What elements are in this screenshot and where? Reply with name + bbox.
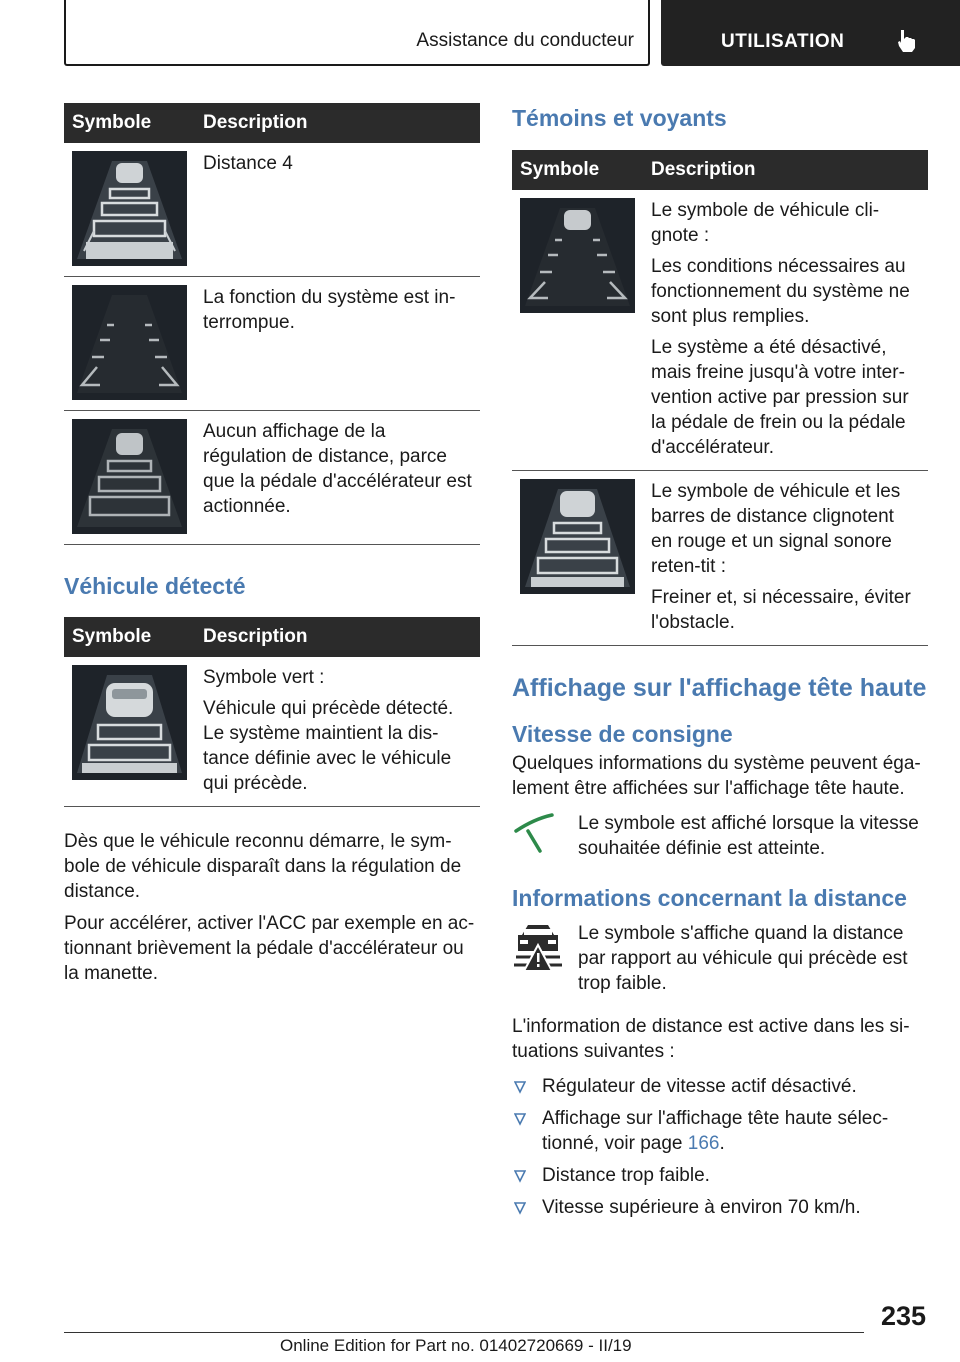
row-description: La fonction du système est in-terrompue. xyxy=(203,287,456,333)
list-item: Vitesse supérieure à environ 70 km/h. xyxy=(512,1195,928,1220)
footer-edition: Online Edition for Part no. 01402720669 - II/19 xyxy=(280,1336,632,1355)
row-description: Les conditions nécessaires au fonctionnement du système ne sont plus remplies. xyxy=(651,256,910,327)
list-item: Affichage sur l'affichage tête haute sélec-tionné, voir page 166. xyxy=(512,1106,928,1156)
vehicle-distance-red-icon xyxy=(520,479,635,594)
table-row xyxy=(64,657,480,807)
row-description: Distance 4 xyxy=(203,153,293,174)
distance-bars-empty-icon xyxy=(72,285,187,400)
paragraph-vehicle-starts: Dès que le véhicule reconnu démarre, le sym-bole de véhicule disparaît dans la régulation de distance. xyxy=(64,831,462,902)
page-number: 235 xyxy=(880,1301,926,1331)
table-header-description: Description xyxy=(195,617,480,657)
row-description: Le symbole de véhicule cli-gnote : xyxy=(651,200,880,246)
header-chapter-title: UTILISATION xyxy=(721,31,845,52)
row-description: Véhicule qui précède détecté. Le système maintient la dis-tance définie avec le véhicule qui précède. xyxy=(203,698,454,794)
triangle-bullet-icon xyxy=(514,1169,526,1183)
table-row xyxy=(64,143,480,277)
vehicle-detected-icon xyxy=(72,665,187,780)
header-section-box xyxy=(64,0,650,66)
subheading-target-speed: Vitesse de consigne xyxy=(512,721,733,747)
row-description: Le système a été désactivé, mais freine jusqu'à votre inter-vention active par pression sur la pédale de frein ou la pédale d'accélérateur. xyxy=(651,337,909,458)
target-speed-row xyxy=(512,811,928,861)
distance-bars-vehicle-grey-icon xyxy=(72,419,187,534)
distance-warning-row xyxy=(512,921,928,996)
header-section-title: Assistance du conducteur xyxy=(416,30,634,51)
paragraph-hud-info: Quelques informations du système peuvent éga-lement être affichées sur l'affichage tête haute. xyxy=(512,753,921,799)
paragraph-accelerate: Pour accélérer, activer l'ACC par exemple en ac-tionnant brièvement la pédale d'accélérateur ou la manette. xyxy=(64,913,475,984)
row-description: Aucun affichage de la régulation de distance, parce que la pédale d'accélérateur est actionnée. xyxy=(203,421,472,517)
triangle-bullet-icon xyxy=(514,1112,526,1126)
table-header-description: Description xyxy=(195,103,480,143)
distance-symbols-table xyxy=(64,103,480,545)
section-heading-vehicle-detected: Véhicule détecté xyxy=(64,573,246,599)
vehicle-flashing-icon xyxy=(520,198,635,313)
triangle-bullet-icon xyxy=(514,1080,526,1094)
indicator-lights-table xyxy=(512,150,928,646)
row-description: Freiner et, si nécessaire, éviter l'obstacle. xyxy=(651,587,911,633)
distance-conditions-list xyxy=(512,1074,928,1220)
footer-divider xyxy=(64,1332,864,1333)
paragraph-distance-active: L'information de distance est active dans les si-tuations suivantes : xyxy=(512,1016,910,1062)
row-description: Symbole vert : xyxy=(203,667,325,688)
hand-pointer-icon xyxy=(893,26,921,54)
distance-warning-icon xyxy=(512,921,564,973)
table-header-symbol: Symbole xyxy=(64,103,195,143)
table-row xyxy=(64,411,480,545)
list-item: Distance trop faible. xyxy=(512,1163,928,1188)
table-header-description: Description xyxy=(643,150,928,190)
target-speed-text: Le symbole est affiché lorsque la vitesse souhaitée définie est atteinte. xyxy=(578,813,919,859)
row-description: Le symbole de véhicule et les barres de distance clignotent en rouge et un signal sonore reten-tit : xyxy=(651,481,901,577)
right-column xyxy=(512,103,928,1227)
page-link[interactable]: 166 xyxy=(687,1133,720,1154)
list-item: Régulateur de vitesse actif désactivé. xyxy=(512,1074,928,1099)
header-chapter-tab[interactable] xyxy=(661,0,960,66)
table-row xyxy=(512,471,928,646)
subheading-distance-info: Informations concernant la distance xyxy=(512,885,907,911)
table-row xyxy=(64,277,480,411)
section-heading-hud: Affichage sur l'affichage tête haute xyxy=(512,674,927,702)
left-column xyxy=(64,103,480,986)
distance-warning-text: Le symbole s'affiche quand la distance par rapport au véhicule qui précède est trop faible. xyxy=(578,923,908,994)
table-row xyxy=(512,190,928,471)
target-speed-icon xyxy=(512,811,562,855)
table-header-symbol: Symbole xyxy=(64,617,195,657)
section-heading-indicators: Témoins et voyants xyxy=(512,105,727,131)
vehicle-detected-table xyxy=(64,617,480,807)
table-header-symbol: Symbole xyxy=(512,150,643,190)
distance-bars-vehicle-icon xyxy=(72,151,187,266)
triangle-bullet-icon xyxy=(514,1201,526,1215)
